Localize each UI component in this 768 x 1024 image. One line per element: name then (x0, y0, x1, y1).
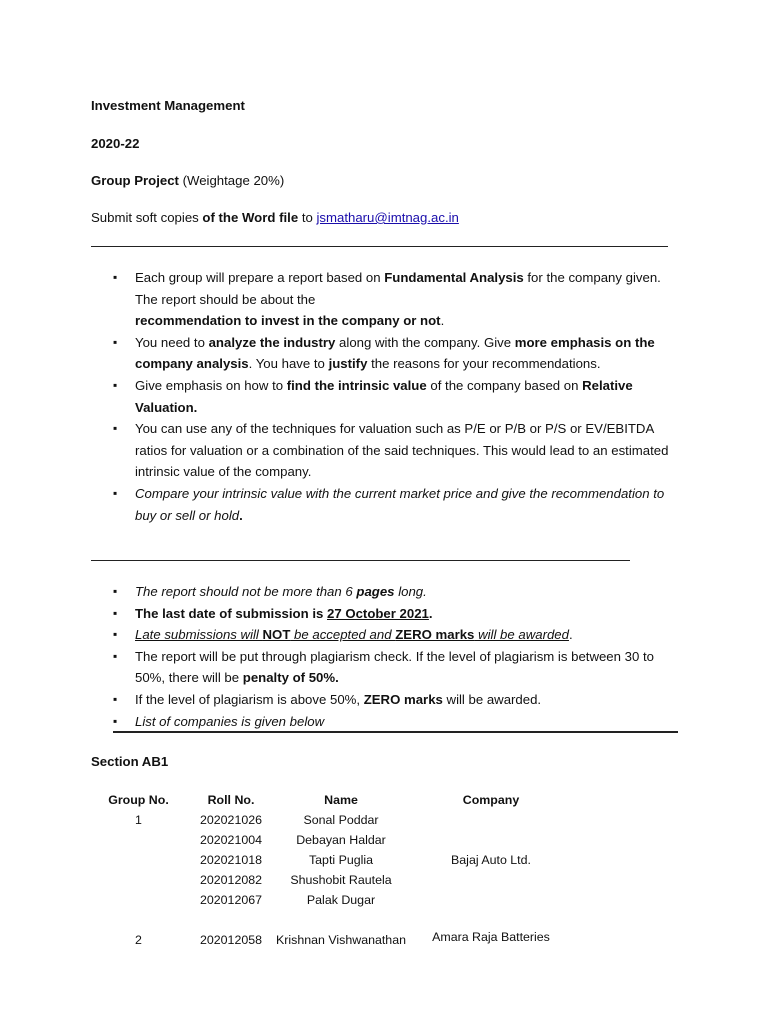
list-item: ▪ Late submissions will NOT be accepted and ZERO marks will be awarded. (113, 624, 673, 646)
submit-text: Submit soft copies (91, 210, 203, 225)
table-row (91, 810, 576, 830)
member-name: Sonal Poddar (303, 813, 379, 827)
project-label: Group Project (91, 173, 179, 188)
list-item: ▪ The report will be put through plagiarism check. If the level of plagiarism is between 30 to 50%, there will be penalty of 50%. (113, 646, 673, 689)
academic-year: 2020-22 (91, 136, 140, 151)
divider-list-end (113, 731, 678, 733)
roll-no: 202021026 (199, 813, 263, 827)
document-title: Investment Management (91, 98, 245, 113)
member-name: Krishnan Vishwanathan (276, 933, 406, 947)
group-no: 2 (135, 933, 142, 947)
list-item: ▪ If the level of plagiarism is above 50%, ZERO marks will be awarded. (113, 689, 673, 711)
submit-to: to (298, 210, 317, 225)
group-no: 1 (135, 813, 142, 827)
company-name: Amara Raja Batteries (432, 930, 550, 944)
list-item: ▪ Compare your intrinsic value with the current market price and give the recommendation to buy or sell or hold. (113, 483, 673, 526)
list-item: ▪ Give emphasis on how to find the intrinsic value of the company based on Relative Valuation. (113, 375, 673, 418)
col-group-no: Group No. (108, 793, 169, 807)
rules-list (113, 581, 673, 732)
divider-top (91, 246, 668, 247)
roll-no: 202012067 (199, 893, 263, 907)
roll-no: 202012082 (199, 873, 263, 887)
list-item: ▪ The report should not be more than 6 pages long. (113, 581, 673, 603)
table-header-row (91, 790, 576, 810)
submit-line (91, 210, 459, 225)
company-name: Bajaj Auto Ltd. (451, 853, 531, 867)
roll-no: 202021004 (199, 833, 263, 847)
list-item: ▪ The last date of submission is 27 October 2021. (113, 603, 673, 625)
col-name: Name (324, 793, 358, 807)
member-name: Shushobit Rautela (290, 873, 392, 887)
list-item: ▪ Each group will prepare a report based on Fundamental Analysis for the company given. The report should be about the recommendation to invest in the company or not. (113, 267, 673, 332)
col-company: Company (462, 793, 520, 807)
member-name: Palak Dugar (306, 893, 376, 907)
divider-middle (91, 560, 630, 561)
project-line (91, 173, 284, 188)
section-title: Section AB1 (91, 754, 169, 769)
list-item: ▪ You can use any of the techniques for valuation such as P/E or P/B or P/S or EV/EBITDA ratios for valuation or a combination of the said techniques. This would lead to an estimated intrinsic value of the company. (113, 418, 673, 483)
email-link[interactable]: jsmatharu@imtnag.ac.in (316, 210, 459, 225)
table-row (91, 930, 576, 950)
member-name: Tapti Puglia (308, 853, 374, 867)
roll-no: 202021018 (199, 853, 263, 867)
instructions-list (113, 267, 673, 526)
group-table (91, 790, 576, 950)
col-roll-no: Roll No. (207, 793, 255, 807)
list-item: ▪ List of companies is given below (113, 711, 673, 733)
project-weightage: (Weightage 20%) (178, 173, 285, 188)
submit-format: of the Word file (202, 210, 299, 225)
roll-no: 202012058 (199, 933, 263, 947)
list-item: ▪ You need to analyze the industry along with the company. Give more emphasis on the company analysis. You have to justify the reasons for your recommendations. (113, 332, 673, 375)
member-name: Debayan Haldar (296, 833, 386, 847)
